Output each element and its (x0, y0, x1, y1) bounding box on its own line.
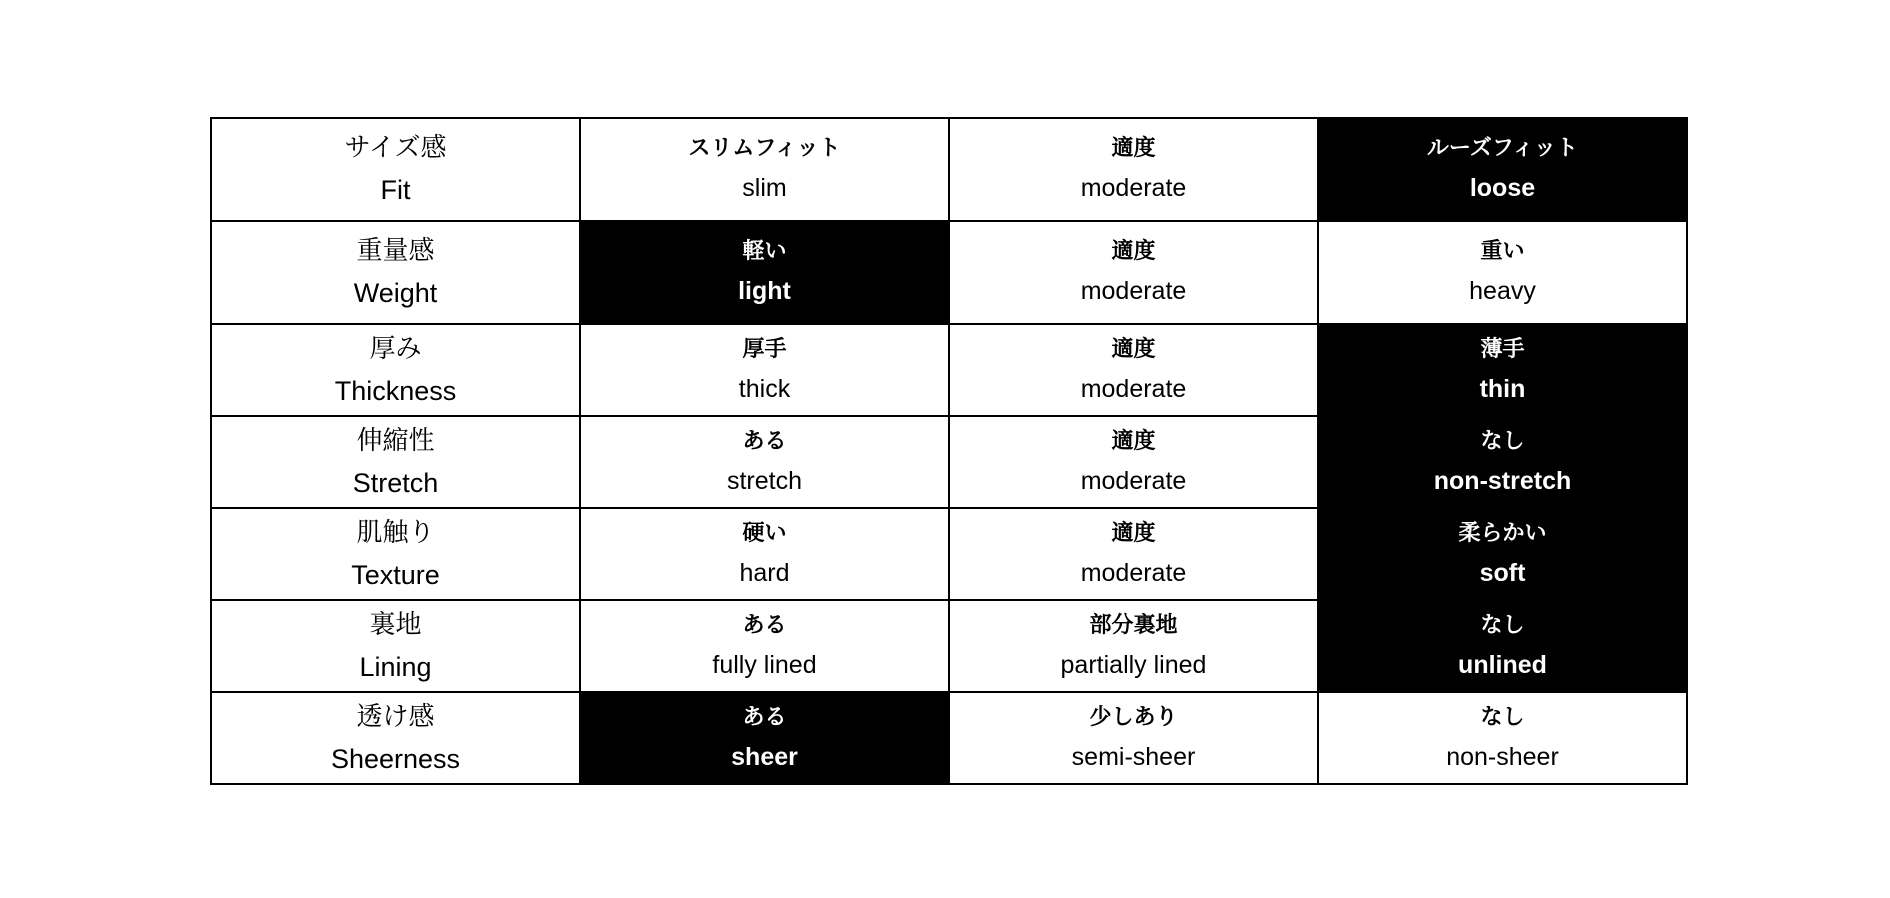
option-cell-selected (580, 221, 949, 324)
option-label-en: light (738, 277, 791, 305)
option-cell (949, 118, 1318, 221)
attribute-label-jp: 伸縮性 (356, 425, 435, 456)
option-cell-selected (1318, 118, 1687, 221)
attribute-label-en: Fit (380, 175, 411, 205)
attribute-label-cell (211, 416, 580, 508)
option-label-en: unlined (1458, 650, 1547, 679)
attribute-row-thickness (211, 324, 1687, 416)
option-cell (580, 508, 949, 600)
option-label-jp: 柔らかい (1458, 520, 1547, 546)
option-label-en: moderate (1080, 558, 1187, 587)
option-cell (949, 508, 1318, 600)
attribute-label-en: Stretch (352, 467, 439, 498)
attribute-label-jp: 肌触り (356, 517, 435, 548)
attribute-label-jp: サイズ感 (344, 133, 447, 163)
option-label-en: soft (1479, 558, 1526, 587)
option-label-en: non-stretch (1433, 466, 1572, 495)
option-label-en: sheer (731, 742, 798, 771)
option-label-en: slim (742, 174, 787, 202)
attribute-label-cell (211, 508, 580, 600)
option-cell-selected (1318, 508, 1687, 600)
option-label-jp: なし (1480, 704, 1525, 730)
option-label-jp: 重い (1480, 239, 1525, 264)
option-label-jp: なし (1480, 612, 1525, 638)
product-attribute-table (210, 117, 1688, 785)
option-label-en: hard (739, 558, 790, 587)
option-label-jp: なし (1480, 428, 1525, 454)
option-cell-selected (1318, 600, 1687, 692)
option-cell (949, 221, 1318, 324)
option-label-en: moderate (1080, 174, 1187, 202)
option-label-en: semi-sheer (1071, 742, 1196, 771)
attribute-row-sheerness (211, 692, 1687, 784)
attribute-label-cell (211, 692, 580, 784)
option-label-jp: 厚手 (742, 336, 787, 362)
option-label-jp: ある (742, 612, 787, 638)
attribute-label-jp: 厚み (369, 333, 422, 364)
attribute-label-en: Weight (353, 278, 438, 308)
attribute-label-en: Texture (351, 559, 440, 590)
attribute-label-jp: 重量感 (356, 236, 435, 266)
option-label-en: stretch (726, 466, 803, 495)
option-cell (949, 324, 1318, 416)
attribute-row-fit (211, 118, 1687, 221)
option-cell (949, 692, 1318, 784)
option-label-jp: ルーズフィット (1426, 136, 1579, 161)
option-cell (949, 600, 1318, 692)
option-cell (949, 416, 1318, 508)
option-label-jp: 少しあり (1089, 704, 1178, 730)
attribute-label-jp: 裏地 (369, 609, 422, 640)
option-cell (580, 416, 949, 508)
attribute-row-stretch (211, 416, 1687, 508)
attribute-label-jp: 透け感 (356, 701, 435, 732)
option-label-jp: 適度 (1111, 336, 1156, 362)
option-cell-selected (1318, 416, 1687, 508)
option-label-en: thin (1479, 374, 1526, 403)
option-label-en: non-sheer (1446, 742, 1559, 771)
option-label-jp: 適度 (1111, 136, 1156, 161)
attribute-label-cell (211, 221, 580, 324)
option-label-jp: 薄手 (1480, 336, 1525, 362)
option-label-jp: スリムフィット (688, 136, 841, 161)
attribute-row-texture (211, 508, 1687, 600)
attribute-row-weight (211, 221, 1687, 324)
option-cell (580, 118, 949, 221)
option-label-jp: 軽い (742, 239, 787, 264)
attribute-label-cell (211, 600, 580, 692)
option-label-en: moderate (1080, 277, 1187, 305)
attribute-row-lining (211, 600, 1687, 692)
option-label-jp: 適度 (1111, 239, 1156, 264)
attribute-label-cell (211, 324, 580, 416)
table-body (211, 118, 1687, 784)
attribute-label-cell (211, 118, 580, 221)
attribute-label-en: Thickness (334, 375, 457, 406)
option-label-en: moderate (1080, 466, 1187, 495)
attribute-label-en: Lining (359, 651, 432, 682)
attribute-label-en: Sheerness (330, 743, 461, 774)
option-cell (1318, 221, 1687, 324)
option-cell (580, 600, 949, 692)
option-label-jp: ある (742, 704, 787, 730)
option-label-jp: ある (742, 428, 787, 454)
option-cell (580, 324, 949, 416)
option-label-en: fully lined (712, 650, 817, 679)
option-cell-selected (1318, 324, 1687, 416)
option-label-en: loose (1469, 174, 1536, 202)
option-label-en: heavy (1469, 277, 1536, 305)
option-label-jp: 硬い (742, 520, 787, 546)
option-label-en: partially lined (1060, 650, 1207, 679)
option-label-jp: 適度 (1111, 428, 1156, 454)
option-label-jp: 部分裏地 (1089, 612, 1178, 638)
option-label-jp: 適度 (1111, 520, 1156, 546)
option-cell-selected (580, 692, 949, 784)
option-cell (1318, 692, 1687, 784)
option-label-en: thick (738, 374, 791, 403)
option-label-en: moderate (1080, 374, 1187, 403)
